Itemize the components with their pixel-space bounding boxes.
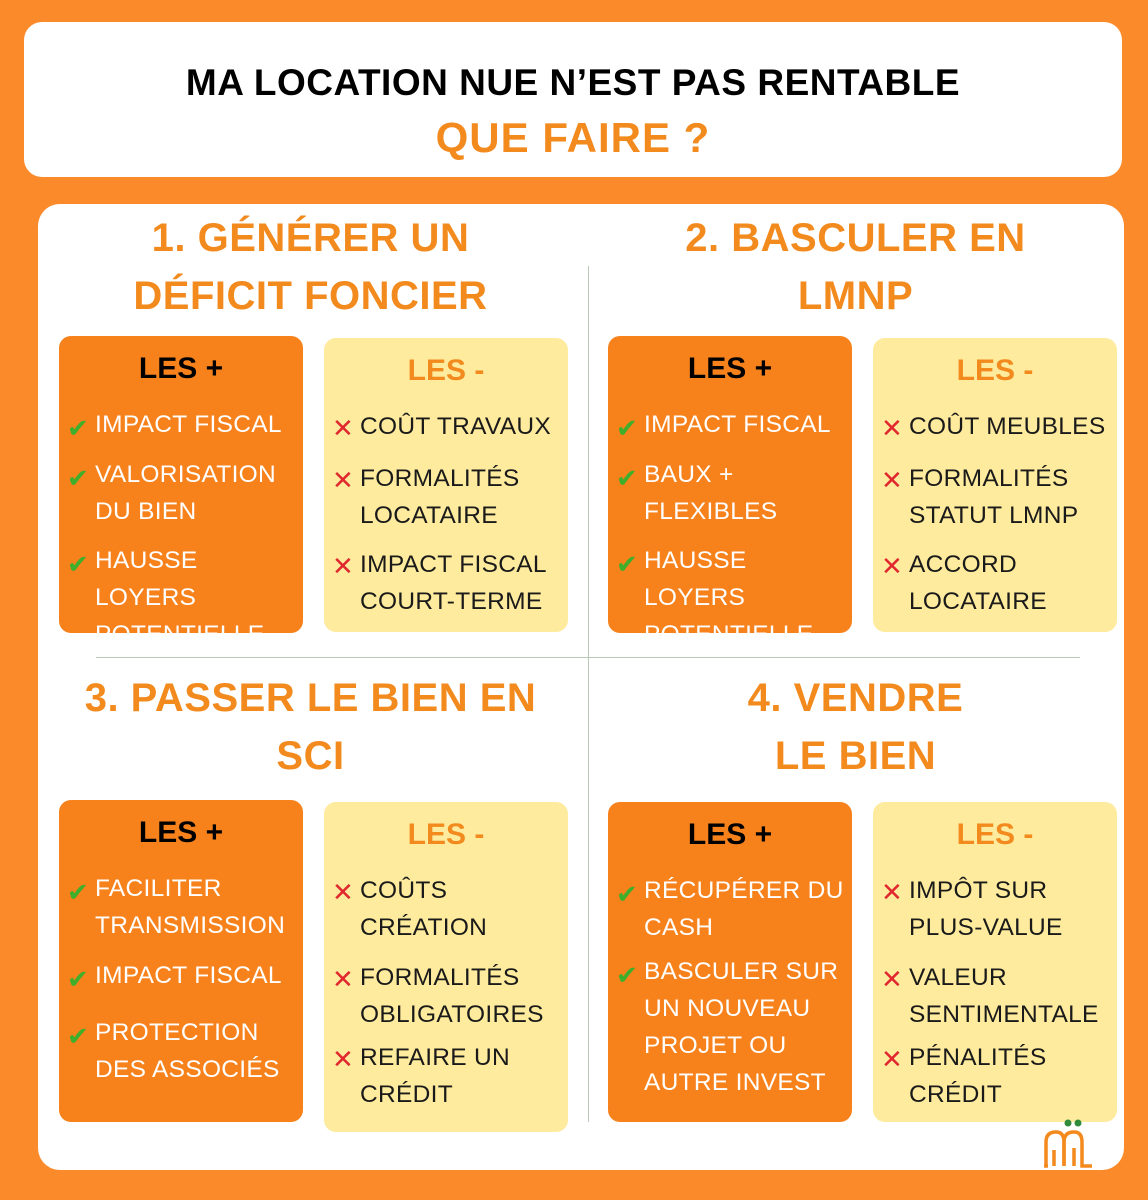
- section-3-plus-heading: LES +: [138, 816, 224, 849]
- cross-icon: ✕: [881, 465, 904, 495]
- section-2-minus-card: [873, 338, 1117, 632]
- cross-icon: ✕: [332, 877, 355, 907]
- section-2-minus-item: ✕ ACCORD LOCATAIRE: [881, 546, 1111, 620]
- section-2-plus-item: ✔ IMPACT FISCAL: [616, 406, 846, 443]
- section-2-title: [603, 209, 1108, 325]
- section-3-title-text: 3. PASSER LE BIEN EN SCI: [84, 676, 537, 778]
- cross-icon: ✕: [332, 465, 355, 495]
- section-3-plus-item: ✔ IMPACT FISCAL: [67, 957, 297, 994]
- cross-icon: ✕: [881, 551, 904, 581]
- section-3-minus-item: ✕ FORMALITÉS OBLIGATOIRES: [332, 959, 562, 1033]
- section-4-minus-card: [873, 802, 1117, 1122]
- section-3-minus-item: ✕ REFAIRE UN CRÉDIT: [332, 1039, 562, 1113]
- check-icon: ✔: [67, 463, 90, 493]
- section-4-plus-item: ✔ BASCULER SUR UN NOUVEAU PROJET OU AUTRE INVEST: [616, 958, 839, 1096]
- check-icon: ✔: [67, 549, 90, 579]
- section-1-minus-item: ✕ FORMALITÉS LOCATAIRE: [332, 460, 562, 534]
- section-1-minus-card: [324, 338, 568, 632]
- check-icon: ✔: [67, 877, 90, 907]
- cross-icon: ✕: [881, 1044, 904, 1074]
- section-3-minus-item: ✕ COÛTS CRÉATION: [332, 872, 562, 946]
- content-panel: [38, 204, 1124, 1170]
- section-3-minus-heading: LES -: [407, 818, 485, 851]
- page-subtitle: QUE FAIRE ?: [435, 114, 711, 161]
- section-2-plus-heading: LES +: [687, 352, 773, 385]
- section-2-minus-item: ✕ FORMALITÉS STATUT LMNP: [881, 460, 1111, 534]
- page-title: MA LOCATION NUE N’EST PAS RENTABLE: [185, 62, 961, 103]
- check-icon: ✔: [616, 463, 639, 493]
- cross-icon: ✕: [332, 964, 355, 994]
- section-1-title-text: 1. GÉNÉRER UN DÉFICIT FONCIER: [133, 216, 488, 318]
- section-4-plus-item: ✔ RÉCUPÉRER DU CASH: [616, 877, 844, 941]
- section-2-minus-item: ✕ COÛT MEUBLES: [881, 408, 1111, 445]
- section-2-title-text: 2. BASCULER EN LMNP: [685, 216, 1026, 318]
- section-2-plus-item: ✔ BAUX + FLEXIBLES: [616, 461, 778, 525]
- section-3-plus-item: ✔ PROTECTION DES ASSOCIÉS: [67, 1019, 280, 1083]
- section-2-minus-heading: LES -: [956, 354, 1034, 387]
- check-icon: ✔: [616, 549, 639, 579]
- section-1-plus-item: ✔ VALORISATION DU BIEN: [67, 461, 277, 525]
- check-icon: ✔: [616, 413, 639, 443]
- header-banner: [24, 22, 1122, 177]
- section-4-minus-item: ✕ PÉNALITÉS CRÉDIT: [881, 1039, 1111, 1113]
- section-2-plus-card: [608, 336, 852, 648]
- section-4-minus-item: ✕ VALEUR SENTIMENTALE: [881, 959, 1111, 1033]
- check-icon: ✔: [616, 879, 639, 909]
- brand-logo-icon: [1038, 1118, 1098, 1172]
- cross-icon: ✕: [881, 413, 904, 443]
- cross-icon: ✕: [332, 551, 355, 581]
- check-icon: ✔: [67, 964, 90, 994]
- section-3-title: [58, 669, 563, 785]
- section-4-minus-heading: LES -: [956, 818, 1034, 851]
- check-icon: ✔: [67, 1021, 90, 1051]
- section-4-minus-item: ✕ IMPÔT SUR PLUS-VALUE: [881, 872, 1111, 946]
- cross-icon: ✕: [332, 413, 355, 443]
- section-1-minus-heading: LES -: [407, 354, 485, 387]
- check-icon: ✔: [67, 413, 90, 443]
- cross-icon: ✕: [881, 964, 904, 994]
- section-1-minus-item: ✕ IMPACT FISCAL COURT-TERME: [332, 546, 562, 620]
- section-4-title: [603, 669, 1108, 785]
- section-3-minus-card: [324, 802, 568, 1132]
- section-4-title-text: 4. VENDRE LE BIEN: [747, 676, 964, 778]
- section-2-plus-item: ✔ HAUSSE LOYERS POTENTIELLE: [616, 547, 814, 648]
- section-1-plus-item: ✔ IMPACT FISCAL: [67, 406, 297, 443]
- section-3-plus-item: ✔ FACILITER TRANSMISSION: [67, 875, 286, 939]
- section-1-plus-heading: LES +: [138, 352, 224, 385]
- cross-icon: ✕: [332, 1044, 355, 1074]
- check-icon: ✔: [616, 960, 639, 990]
- section-4-plus-heading: LES +: [687, 818, 773, 851]
- section-1-plus-card: [59, 336, 303, 648]
- section-1-minus-item: ✕ COÛT TRAVAUX: [332, 408, 562, 445]
- vertical-divider: [588, 266, 589, 1122]
- section-3-plus-card: [59, 800, 303, 1122]
- horizontal-divider: [96, 657, 1080, 658]
- cross-icon: ✕: [881, 877, 904, 907]
- section-4-plus-card: [608, 802, 852, 1122]
- section-1-plus-item: ✔ HAUSSE LOYERS POTENTIELLE: [67, 547, 265, 648]
- section-1-title: [58, 209, 563, 325]
